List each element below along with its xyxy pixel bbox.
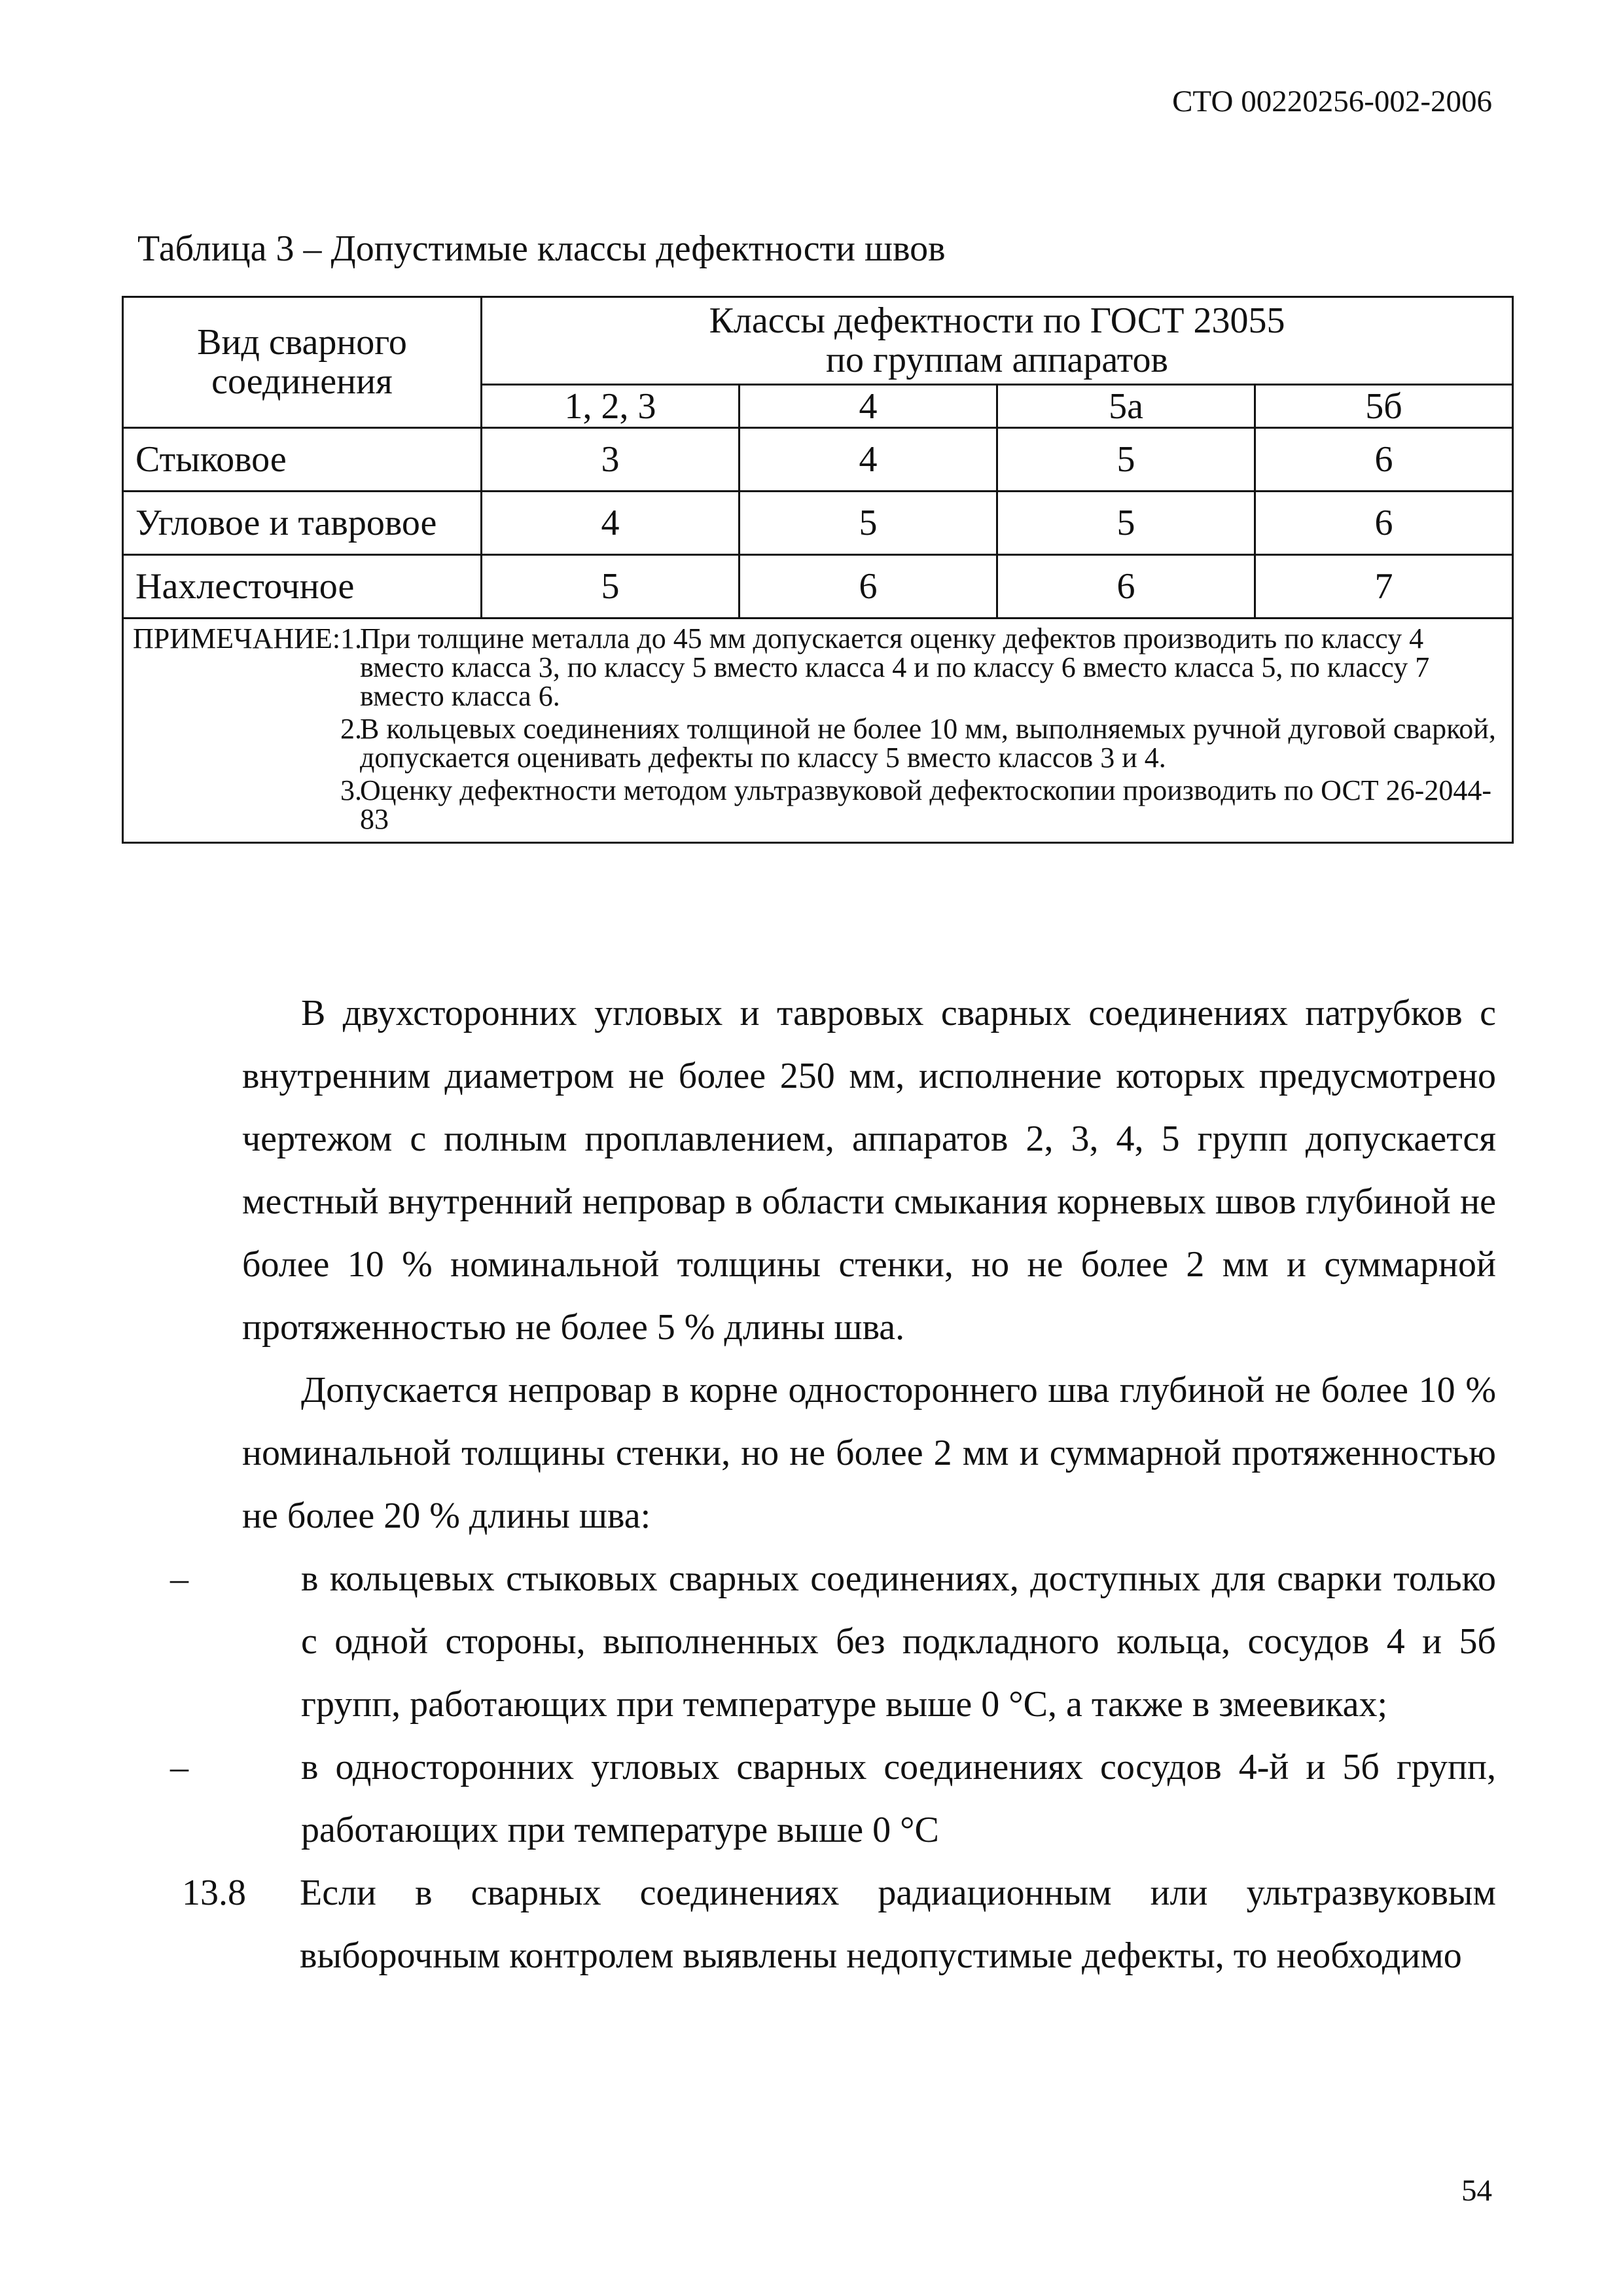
table-cell: 5 — [997, 428, 1255, 492]
row-joint-type: Нахлесточное — [123, 555, 482, 619]
document-code: СТО 00220256-002-2006 — [1172, 84, 1492, 118]
note-number: 1. — [340, 622, 363, 655]
note-text: В кольцевых соединениях толщиной не более 10 мм, выполняемых ручной дуговой сваркой, допускается оценивать дефекты по классу 5 вместо классов 3 и 4. — [360, 713, 1496, 774]
table-cell: 6 — [997, 555, 1255, 619]
table-row — [123, 428, 1513, 492]
note-text: При толщине металла до 45 мм допускается оценку дефектов производить по классу 4 вместо класса 3, по классу 5 вместо класса 4 и по классу 6 вместо класса 5, по классу 7 вместо класса 6. — [360, 622, 1430, 712]
section-number: 13.8 — [182, 1873, 246, 1913]
table-cell: 4 — [482, 492, 740, 555]
table-caption: Таблица 3 – Допустимые классы дефектности швов — [137, 228, 946, 269]
note-item — [340, 776, 1512, 834]
table-cell: 7 — [1255, 555, 1513, 619]
body-text — [170, 982, 1496, 1987]
header-joint-type-line2: соединения — [211, 361, 393, 402]
table-row — [123, 555, 1513, 619]
header-joint-type — [123, 297, 482, 428]
paragraph: Допускается непровар в корне одностороннего шва глубиной не более 10 % номинальной толщины стенки, но не более 2 мм и суммарной протяженностью не более 20 % длины шва: — [242, 1370, 1496, 1536]
list-text: в односторонних угловых сварных соединениях сосудов 4-й и 5б групп, работающих при температуре выше 0 °С — [301, 1747, 1496, 1850]
note-number: 2. — [340, 713, 363, 745]
table-cell: 5 — [482, 555, 740, 619]
table-row — [123, 492, 1513, 555]
note-number: 3. — [340, 774, 363, 806]
list-item — [170, 1547, 1496, 1736]
section-text: Если в сварных соединениях радиационным или ультразвуковым выборочным контролем выявлены недопустимые дефекты, то необходимо — [300, 1873, 1496, 1976]
note-text: Оценку дефектности методом ультразвуковой дефектоскопии производить по ОСТ 26-2044-83 — [360, 774, 1491, 835]
page-number: 54 — [1461, 2174, 1492, 2208]
list-item — [170, 1736, 1496, 1861]
paragraph: В двухсторонних угловых и тавровых сварных соединениях патрубков с внутренним диаметром не более 250 мм, исполнение которых предусмотрено чертежом с полным проплавлением, аппаратов 2, 3, 4, 5 групп допускается местный внутренний непровар в области смыкания корневых швов глубиной не более 10 % номинальной толщины стенки, но не более 2 мм и суммарной протяженностью не более 5 % длины шва. — [242, 993, 1496, 1348]
header-group-1-2-3: 1, 2, 3 — [482, 385, 740, 428]
header-group-5b: 5б — [1255, 385, 1513, 428]
header-group-5a: 5а — [997, 385, 1255, 428]
row-joint-type: Угловое и тавровое — [123, 492, 482, 555]
table-cell: 3 — [482, 428, 740, 492]
table-cell: 6 — [1255, 492, 1513, 555]
table-cell: 4 — [740, 428, 997, 492]
row-joint-type: Стыковое — [123, 428, 482, 492]
note-label: ПРИМЕЧАНИЕ: — [133, 622, 341, 655]
note-item — [340, 624, 1512, 711]
header-group-4: 4 — [740, 385, 997, 428]
list-dash: – — [170, 1558, 188, 1599]
list-text: в кольцевых стыковых сварных соединениях, доступных для сварки только с одной стороны, выполненных без подкладного кольца, сосудов 4 и 5б групп, работающих при температуре выше 0 °С, а также в змеевиках; — [301, 1558, 1496, 1725]
note-list — [340, 624, 1512, 838]
table-cell: 5 — [997, 492, 1255, 555]
note-item — [340, 715, 1512, 772]
table-cell: 6 — [740, 555, 997, 619]
table-note — [123, 619, 1513, 843]
table-header-row — [123, 297, 1513, 385]
header-joint-type-line1: Вид сварного — [197, 322, 407, 363]
header-defect-classes — [482, 297, 1513, 385]
defect-classes-table — [122, 296, 1514, 844]
section-13-8 — [182, 1861, 1496, 1987]
list-dash: – — [170, 1747, 188, 1787]
header-defect-classes-line1: Классы дефектности по ГОСТ 23055 — [709, 300, 1285, 342]
table-note-row — [123, 619, 1513, 843]
table-cell: 5 — [740, 492, 997, 555]
header-defect-classes-line2: по группам аппаратов — [826, 339, 1168, 380]
table-cell: 6 — [1255, 428, 1513, 492]
